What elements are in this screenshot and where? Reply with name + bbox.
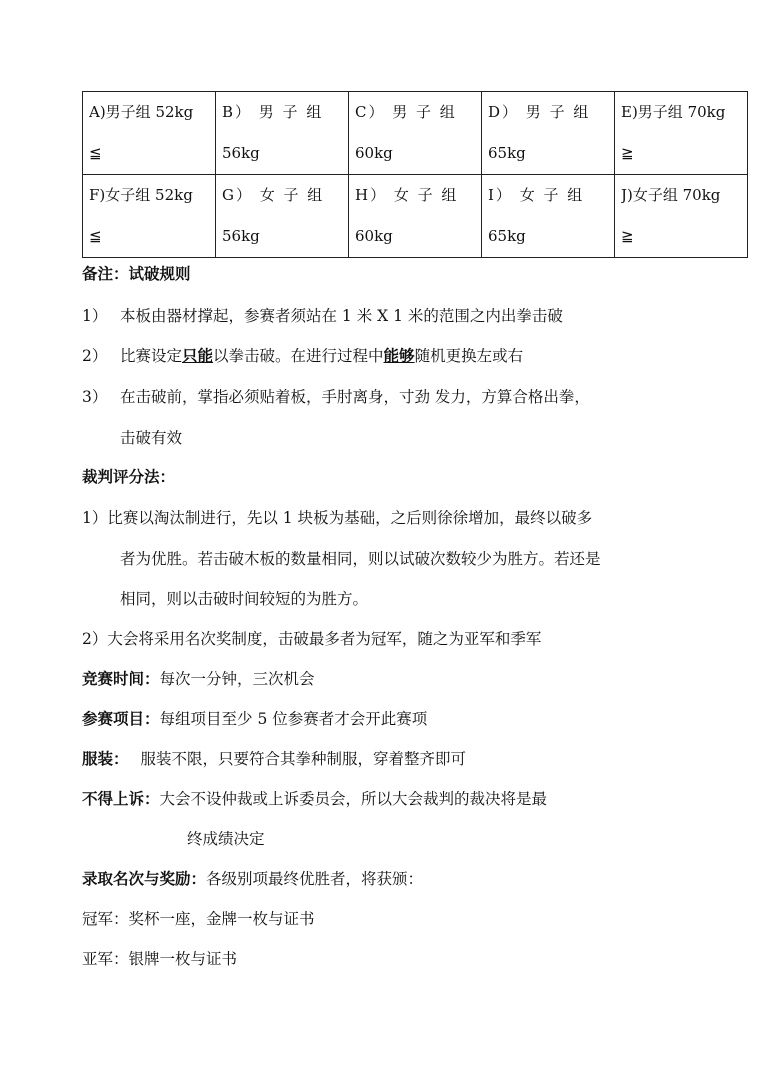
- rule-3: [82, 385, 590, 407]
- rule-3-continued: 击破有效: [120, 429, 183, 447]
- rule-number: 2）: [82, 347, 108, 365]
- emphasis-text: 只能: [182, 346, 214, 365]
- rule-text: 在击破前，掌指必须贴着板，手肘离身，寸劲 发力，方算合格出拳，: [120, 388, 590, 406]
- remarks-heading: 备注：试破规则: [82, 264, 191, 283]
- table-cell: C） 男 子 组 60kg: [349, 92, 482, 175]
- table-cell: D） 男 子 组 65kg: [482, 92, 615, 175]
- table-cell: J)女子组 70kg ≧: [615, 175, 748, 258]
- weight-class-table: [82, 91, 748, 258]
- table-cell: B） 男 子 组 56kg: [216, 92, 349, 175]
- rule-text: 随机更换左或右: [414, 347, 524, 365]
- table-row: [83, 175, 748, 258]
- field-label: 参赛项目：: [82, 709, 160, 728]
- table-cell: H） 女 子 组 60kg: [349, 175, 482, 258]
- field-value: 大会不设仲裁或上诉委员会，所以大会裁判的裁决将是最: [159, 790, 548, 808]
- emphasis-text: 能够: [383, 346, 415, 365]
- table-cell: G） 女 子 组 56kg: [216, 175, 349, 258]
- no-appeal: [82, 787, 547, 809]
- field-label: 不得上诉：: [82, 789, 160, 808]
- rule-text: 比赛设定: [120, 347, 183, 365]
- table-cell: I） 女 子 组 65kg: [482, 175, 615, 258]
- competition-time: [82, 667, 315, 689]
- rule-2: [82, 344, 523, 366]
- judging-paragraph-1-line-3: 相同，则以击破时间较短的为胜方。: [120, 590, 369, 608]
- field-label: 录取名次与奖励：: [82, 869, 207, 888]
- judging-paragraph-2: 2）大会将采用名次奖制度，击破最多者为冠军，随之为亚军和季军: [82, 630, 542, 648]
- competition-items: [82, 707, 427, 729]
- rule-text: 以拳击破。在进行过程中: [213, 347, 384, 365]
- table-cell: A)男子组 52kg ≦: [83, 92, 216, 175]
- field-value: 每次一分钟，三次机会: [159, 670, 315, 688]
- rule-text: 本板由器材撑起，参赛者须站在 1 米 X 1 米的范围之内出拳击破: [120, 307, 563, 325]
- rule-1: [82, 304, 563, 326]
- table-cell: F)女子组 52kg ≦: [83, 175, 216, 258]
- judging-paragraph-1-line-2: 者为优胜。若击破木板的数量相同，则以试破次数较少为胜方。若还是: [120, 550, 601, 568]
- champion-award: 冠军：奖杯一座，金牌一枚与证书: [82, 910, 315, 928]
- judging-paragraph-1: 1）比赛以淘汰制进行，先以 1 块板为基础，之后则徐徐增加，最终以破多: [82, 509, 593, 527]
- attire: [82, 747, 466, 769]
- field-value: 每组项目至少 5 位参赛者才会开此赛项: [159, 710, 428, 728]
- runner-up-award: 亚军：银牌一枚与证书: [82, 950, 238, 968]
- rule-number: 1）: [82, 307, 108, 325]
- field-label: 竞赛时间：: [82, 669, 160, 688]
- field-value: 各级别项最终优胜者，将获颁：: [206, 870, 424, 888]
- judging-heading: 裁判评分法：: [82, 467, 176, 486]
- awards: [82, 867, 423, 889]
- field-label: 服装：: [82, 749, 129, 768]
- rule-number: 3）: [82, 388, 108, 406]
- field-value: 服装不限，只要符合其拳种制服，穿着整齐即可: [140, 750, 467, 768]
- table-row: [83, 92, 748, 175]
- no-appeal-continued: 终成绩决定: [187, 830, 265, 848]
- table-cell: E)男子组 70kg ≧: [615, 92, 748, 175]
